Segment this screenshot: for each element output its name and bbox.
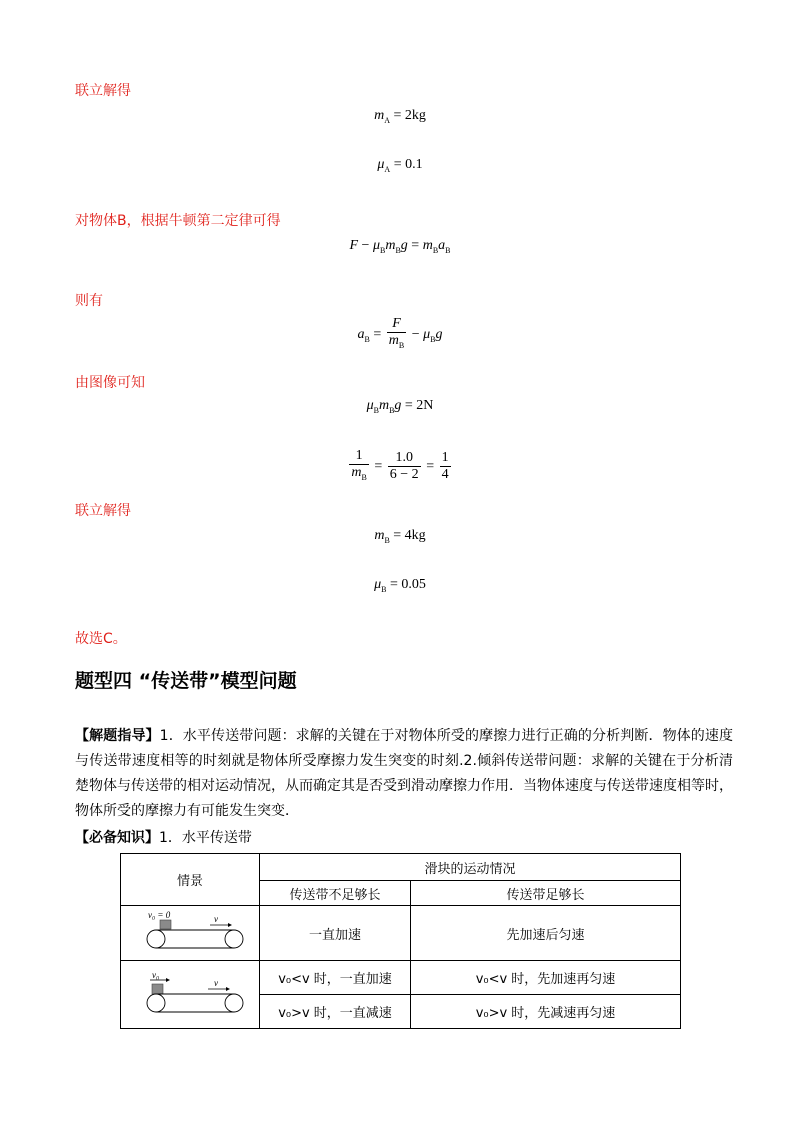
fig1-v0-label: v₀ = 0 bbox=[148, 910, 171, 920]
guide-paragraph bbox=[75, 724, 733, 824]
conveyor-table bbox=[120, 853, 681, 1029]
section-heading: 题型四 “传送带”模型问题 bbox=[75, 670, 297, 692]
text-from-graph: 由图像可知 bbox=[75, 375, 145, 391]
equation-slope: $\frac{1}{m_B}$ = $\frac{1.0}{6 - 2}$ = $\frac{1}{4}$ bbox=[351, 448, 449, 483]
knowledge-text: 1．水平传送带 bbox=[159, 830, 252, 846]
row2a-short-cell: v₀<v 时，一直加速 bbox=[260, 961, 411, 995]
guide-tag: 【解题指导】 bbox=[75, 728, 160, 744]
equation-mA: $m_A = 2kg$ bbox=[374, 108, 426, 125]
equation-mB: $m_B = 4kg$ bbox=[374, 528, 426, 545]
equation-muA: $\mu_A = 0.1$ bbox=[377, 157, 423, 174]
conveyor-figure-2 bbox=[130, 968, 250, 1018]
fig1-v-label: v bbox=[214, 914, 218, 924]
text-for-object-b: 对物体B，根据牛顿第二定律可得 bbox=[75, 213, 281, 229]
pulley-right-2 bbox=[225, 994, 243, 1012]
text-solve-1: 联立解得 bbox=[75, 83, 131, 99]
fig2-v0-label: v₀ bbox=[152, 969, 160, 980]
pulley-left-2 bbox=[147, 994, 165, 1012]
row1-short-cell: 一直加速 bbox=[260, 906, 411, 961]
pulley-left-1 bbox=[147, 930, 165, 948]
block-2 bbox=[152, 984, 163, 994]
block-1 bbox=[160, 920, 171, 929]
scene-figure-2 bbox=[121, 961, 260, 1029]
scene-figure-1 bbox=[121, 906, 260, 961]
equation-aB: $a_B$ = $\frac{F}{m_B}$ − $\mu_Bg$ bbox=[357, 316, 443, 350]
col-short-header: 传送带不足够长 bbox=[260, 881, 411, 906]
row2a-long-cell: v₀<v 时，先加速再匀速 bbox=[411, 961, 681, 995]
col-long-header: 传送带足够长 bbox=[411, 881, 681, 906]
text-then: 则有 bbox=[75, 293, 103, 309]
equation-friction-b: $\mu_Bm_Bg = 2N$ bbox=[366, 398, 434, 415]
row2b-long-cell: v₀>v 时，先减速再匀速 bbox=[411, 995, 681, 1029]
scene-header: 情景 bbox=[121, 854, 260, 906]
row1-long-cell: 先加速后匀速 bbox=[411, 906, 681, 961]
motion-header: 滑块的运动情况 bbox=[260, 854, 681, 881]
knowledge-line bbox=[75, 826, 733, 851]
equation-muB: $\mu_B = 0.05$ bbox=[374, 577, 426, 594]
guide-text: 1．水平传送带问题：求解的关键在于对物体所受的摩擦力进行正确的分析判断．物体的速度与传送带速度相等的时刻就是物体所受摩擦力发生突变的时刻.2.倾斜传送带问题：求解的关键在于分析清楚物体与传送带的相对运动情况，从而确定其是否受到滑动摩擦力作用．当物体速度与传送带速度相等时，物体所受的摩擦力有可能发生突变． bbox=[75, 728, 734, 819]
conveyor-figure-1 bbox=[130, 908, 250, 954]
row2b-short-cell: v₀>v 时，一直减速 bbox=[260, 995, 411, 1029]
text-answer: 故选C。 bbox=[75, 631, 127, 647]
pulley-right-1 bbox=[225, 930, 243, 948]
text-solve-2: 联立解得 bbox=[75, 503, 131, 519]
knowledge-tag: 【必备知识】 bbox=[75, 830, 159, 846]
fig2-v-label: v bbox=[214, 977, 218, 988]
equation-newton-b: $F - \mu_Bm_Bg = m_Ba_B$ bbox=[349, 238, 451, 255]
